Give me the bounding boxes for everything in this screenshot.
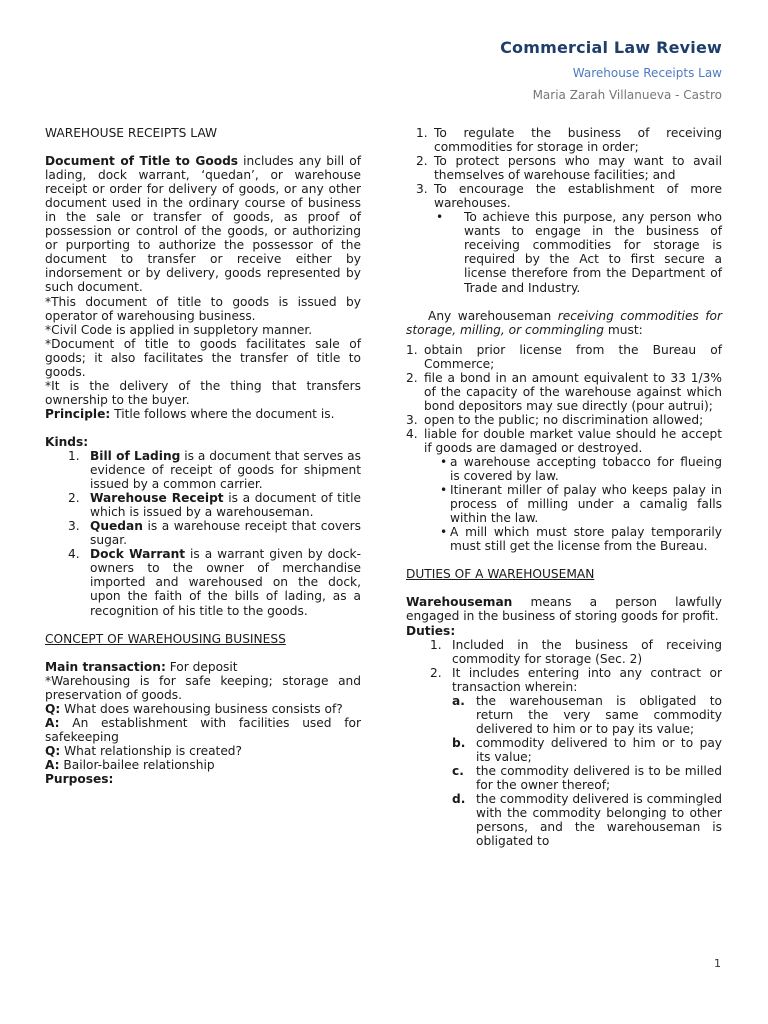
document-title: Commercial Law Review [500,38,722,57]
list-item: 1. To regulate the business of receiving commodities for storage in order; [416,126,722,155]
list-item: c. the commodity delivered is to be milled for the owner thereof; [452,763,722,793]
bullet-icon: • [440,455,448,470]
bullet-icon: • [436,210,444,225]
bullet-icon: • [440,483,448,498]
note: *Civil Code is applied in suppletory manner. [45,322,313,337]
list-item: 1. Bill of Lading is a document that serves as evidence of receipt of goods for shipment issued by a common carrier. [68,448,361,492]
document-author: Maria Zarah Villanueva - Castro [532,88,722,102]
section-heading: DUTIES OF A WAREHOUSEMAN [406,567,595,582]
question: Q: What relationship is created? [45,743,243,758]
kinds-list [45,449,361,618]
list-item: • To achieve this purpose, any person who wants to engage in the business of receiving commodities for storage is required by the Act to first secure a license therefore from the Department of Trade and Industry. [436,210,722,295]
section-heading: CONCEPT OF WAREHOUSING BUSINESS [45,631,286,646]
list-item: d. the commodity delivered is commingled with the commodity belonging to other persons, and the warehouseman is obligated to [452,792,722,849]
list-item: 3. Quedan is a warehouse receipt that covers sugar. [68,519,361,548]
section-heading: WAREHOUSE RECEIPTS LAW [45,126,218,140]
kinds-label: Kinds: [45,434,89,449]
note: *This document of title to goods is issued by operator of warehousing business. [45,294,361,323]
right-column [406,126,722,848]
duties-label: Duties: [406,623,456,638]
document-subtitle: Warehouse Receipts Law [572,66,722,80]
answer: A: An establishment with facilities used for safekeeping [45,715,361,744]
list-item: a. the warehouseman is obligated to return the very same commodity delivered to him or to pay its value; [452,693,722,736]
question: Q: What does warehousing business consists of? [45,701,343,716]
purposes-label: Purposes: [45,771,114,786]
warehouseman-definition: Warehouseman means a person lawfully engaged in the business of storing goods for profit. [406,595,722,624]
any-warehouseman-paragraph: Any warehouseman receiving commodities for storage, milling, or commingling must: [406,308,722,337]
main-transaction: Main transaction: For deposit [45,659,238,674]
note: *It is the delivery of the thing that transfers ownership to the buyer. [45,378,361,407]
page-number: 1 [714,957,721,970]
duties-list [406,638,722,849]
purposes-list [406,126,722,295]
definition-text: includes any bill of lading, dock warrant, ‘quedan’, or warehouse receipt or order for delivery of goods, or any other document used in the ordinary course of business in the sale or transfer of goods, as proof of possession or control of the goods, or authorizing or purporting to authorize the possessor of the document to transfer or receive either by indorsement or by delivery, goods represented by such document. [45,154,361,295]
principle-label: Principle: [45,406,111,421]
list-item: • Itinerant miller of palay who keeps palay in process of milling under a camalig falls within the law. [440,483,722,526]
list-item: 2. Warehouse Receipt is a document of title which is issued by a warehouseman. [68,491,362,520]
note: *Document of title to goods facilitates sale of goods; it also facilitates the transfer of title to goods. [45,336,361,379]
requirements-list [406,343,722,554]
list-item: 4. liable for double market value should he accept if goods are damaged or destroyed. [406,426,722,455]
list-item: 1. Included in the business of receiving commodity for storage (Sec. 2) [430,637,722,666]
list-item: 2. It includes entering into any contract or transaction wherein: [430,665,722,694]
answer: A: Bailor-bailee relationship [45,757,215,772]
list-item: 2. file a bond in an amount equivalent to 33 1/3% of the capacity of the warehouse against which bond depositors may sue directly (pour autrui); [406,370,722,413]
list-item: 1. obtain prior license from the Bureau of Commerce; [406,342,722,371]
list-item: 4. Dock Warrant is a warrant given by dock-owners to the owner of merchandise imported and warehoused on the dock, upon the faith of the bills of lading, as a recognition of his title to the goods. [68,547,361,618]
list-item: 3. To encourage the establishment of more warehouses. [416,182,722,211]
list-item: • A mill which must store palay temporarily must still get the license from the Bureau. [440,525,722,554]
bullet-icon: • [440,525,448,540]
doc-title-definition [45,154,361,294]
term: Document of Title to Goods [45,154,239,169]
principle-text: Title follows where the document is. [110,406,335,421]
list-item: b. commodity delivered to him or to pay its value; [452,735,722,764]
principle [45,407,361,421]
list-item: 2. To protect persons who may want to avail themselves of warehouse facilities; and [416,154,722,183]
note: *Warehousing is for safe keeping; storage and preservation of goods. [45,673,361,702]
left-column [45,126,361,786]
list-item: • a warehouse accepting tobacco for flueing is covered by law. [440,455,722,484]
list-item: 3. open to the public; no discrimination allowed; [406,412,704,427]
